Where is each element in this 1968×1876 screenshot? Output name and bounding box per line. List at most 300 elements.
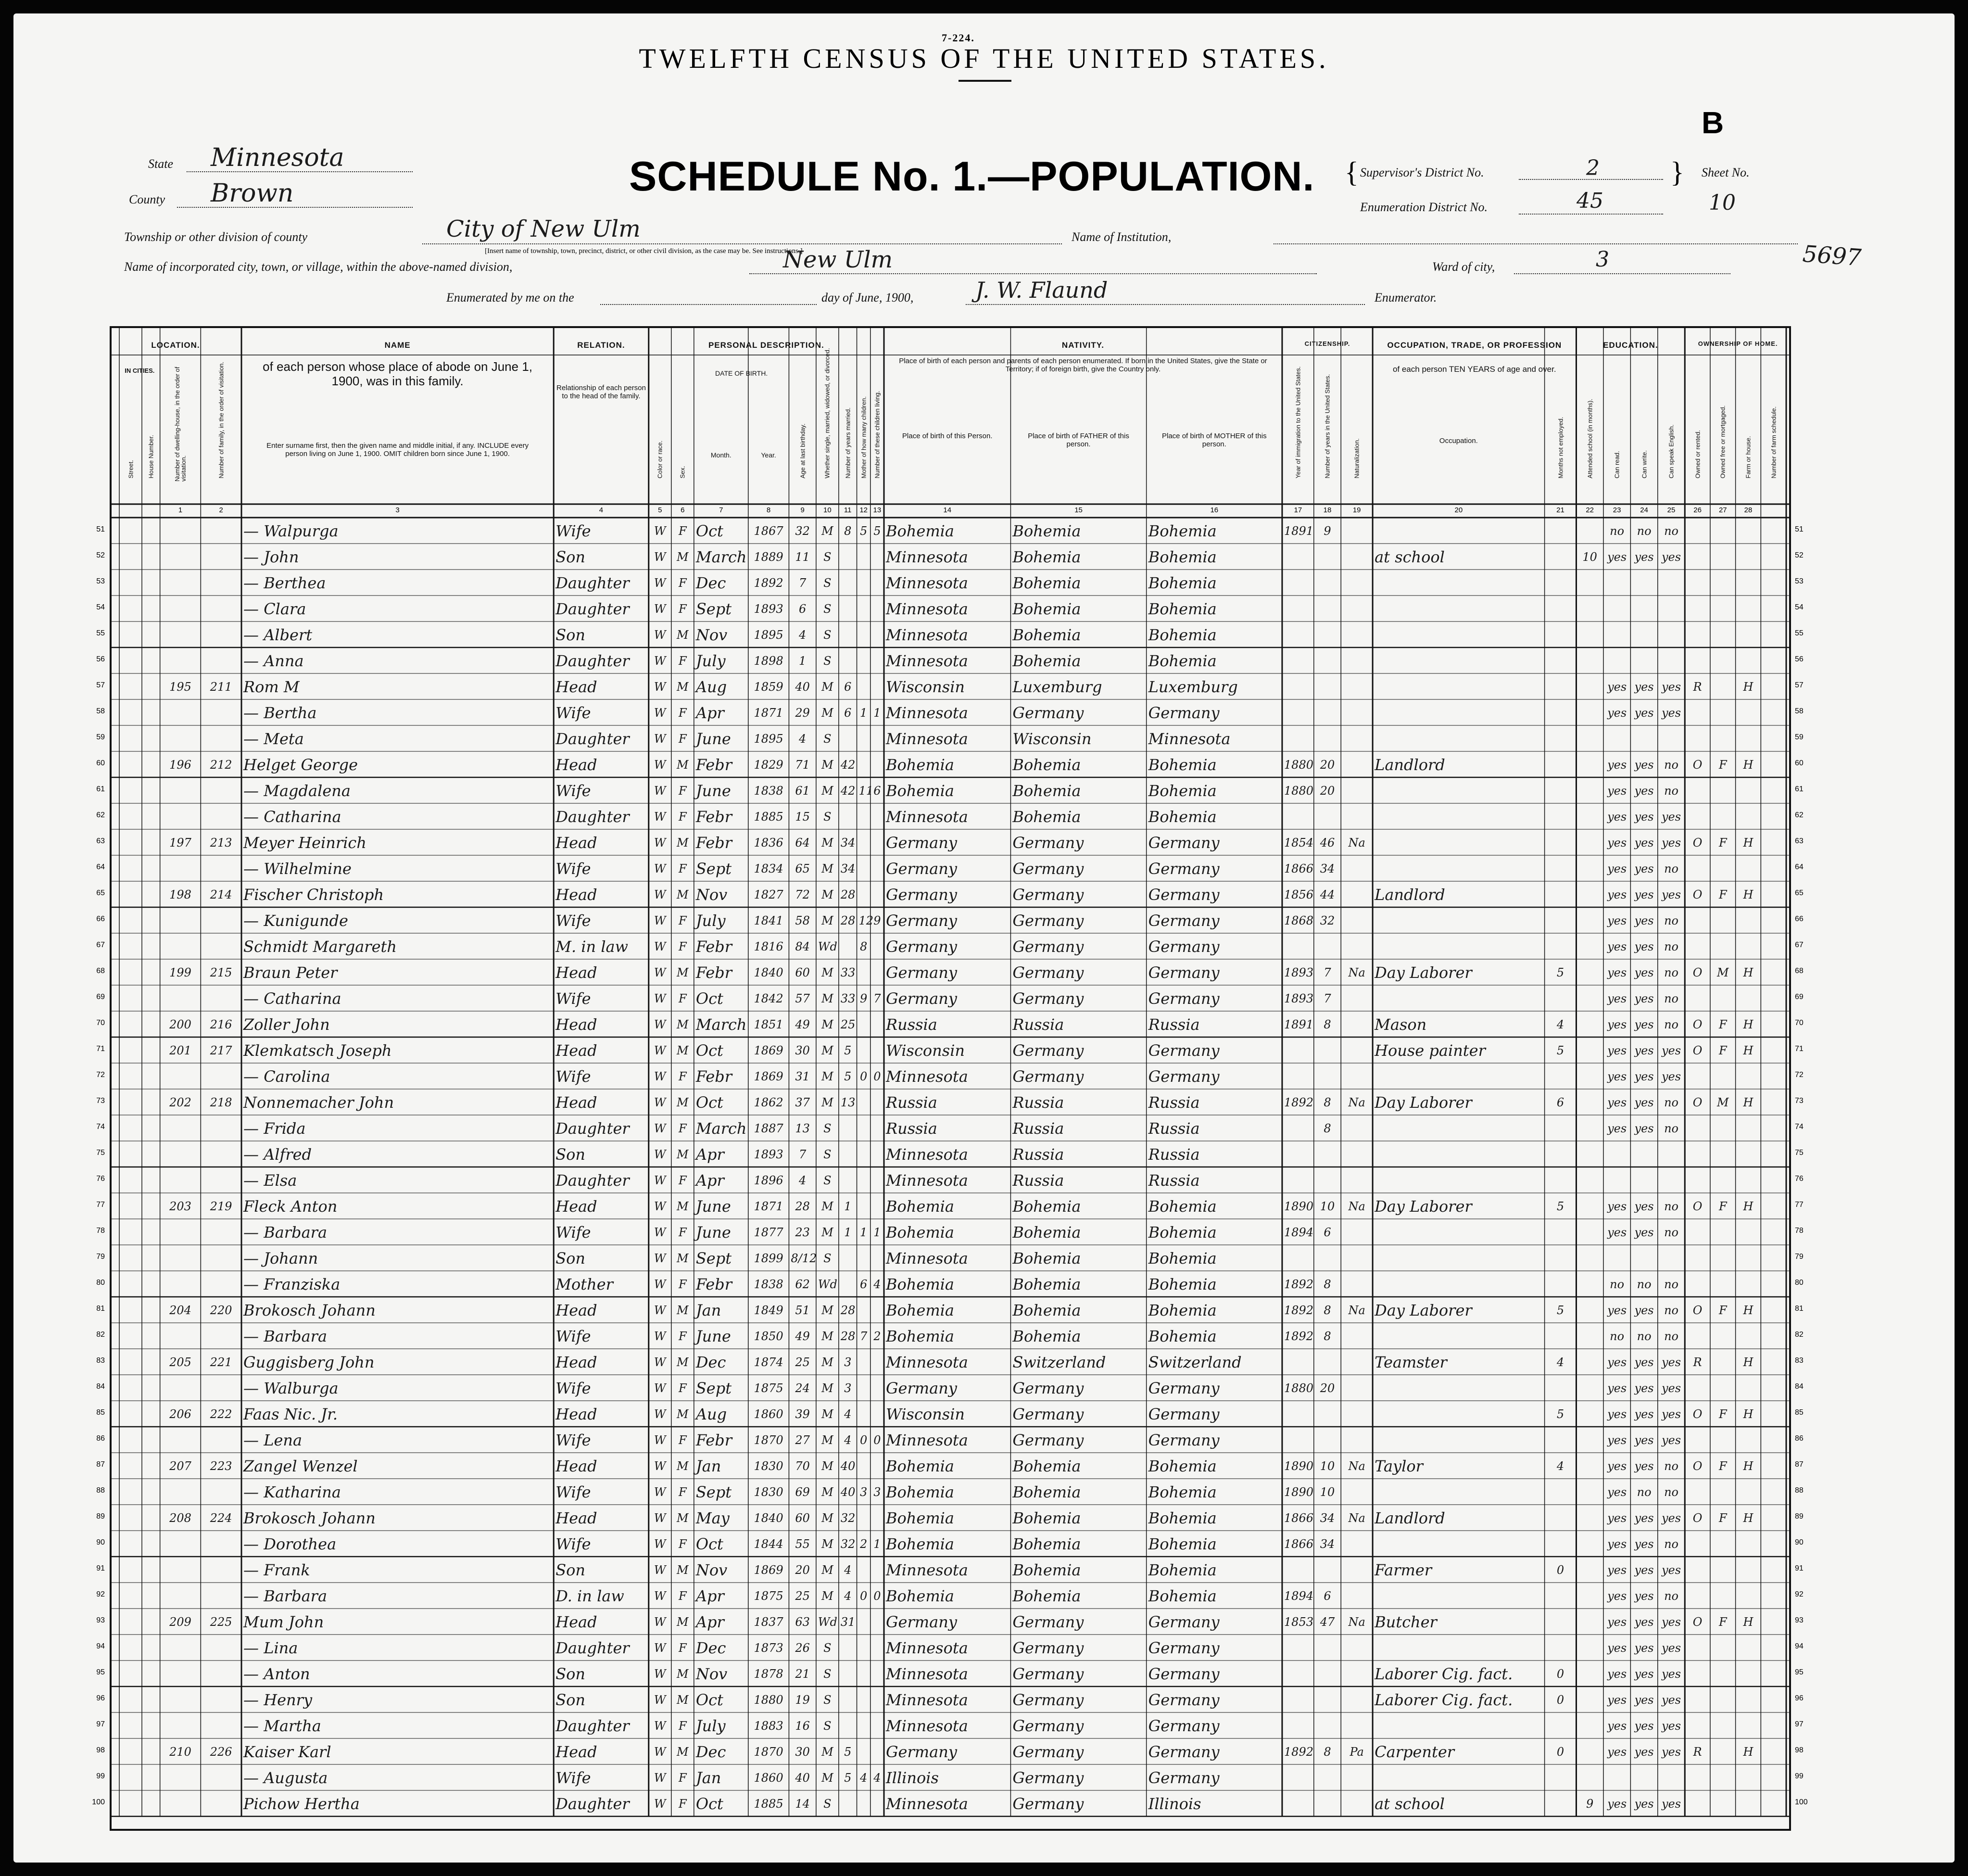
cell-month: Apr — [695, 1171, 724, 1190]
line-number-right: 85 — [1795, 1408, 1804, 1417]
line-number: 94 — [96, 1642, 105, 1650]
cell-marital: M — [821, 1745, 833, 1759]
cell-can-read: yes — [1607, 550, 1627, 564]
cell-name: — Martha — [243, 1717, 321, 1735]
cell-relation: Son — [555, 1665, 585, 1683]
cell-occupation: Carpenter — [1375, 1743, 1455, 1761]
line-number-right: 79 — [1795, 1253, 1804, 1261]
cell-marital: Wd — [818, 940, 837, 953]
ward-line — [1514, 273, 1730, 274]
cell-name: — Augusta — [243, 1769, 328, 1787]
cell-age: 4 — [798, 732, 807, 746]
line-number: 90 — [96, 1538, 105, 1546]
cell-children-living: 4 — [873, 1278, 881, 1291]
cell-month: Oct — [695, 1795, 723, 1813]
cell-age: 64 — [795, 836, 810, 849]
cell-can-write: yes — [1634, 758, 1654, 772]
cell-birth-father: Bohemia — [1012, 626, 1081, 644]
left-brace: { — [1345, 156, 1359, 188]
cell-birth-father: Russia — [1012, 1093, 1064, 1112]
cell-birth-person: Bohemia — [885, 1509, 954, 1527]
cell-owned-rented: R — [1693, 680, 1702, 694]
cell-sex: F — [678, 732, 687, 746]
cell-birth-person: Bohemia — [885, 1197, 954, 1216]
cell-can-read: no — [1610, 1278, 1625, 1291]
cell-sex: M — [677, 1615, 689, 1629]
cell-birth-person: Bohemia — [885, 1535, 954, 1553]
enumerated-prefix: Enumerated by me on the — [446, 291, 574, 304]
line-number-right: 61 — [1795, 785, 1804, 793]
cell-month: Nov — [695, 1561, 728, 1579]
cell-occupation: Day Laborer — [1375, 963, 1472, 982]
cell-birth-father: Bohemia — [1012, 808, 1081, 826]
cell-sex: M — [677, 1018, 689, 1031]
cell-can-write: yes — [1634, 1537, 1654, 1551]
cell-sex: F — [678, 654, 687, 668]
line-number-right: 65 — [1795, 889, 1804, 897]
cell-birth-father: Bohemia — [1012, 652, 1081, 670]
cell-month: Oct — [695, 522, 723, 540]
cell-sex: F — [678, 1797, 687, 1811]
cell-relation: Head — [555, 1015, 597, 1034]
cell-can-write: yes — [1634, 1719, 1654, 1733]
cell-birth-person: Bohemia — [885, 782, 954, 800]
cell-immigration: 1856 — [1284, 888, 1313, 901]
cell-name: — Lena — [243, 1431, 303, 1449]
cell-mother-of: 5 — [860, 524, 868, 538]
cell-birth-father: Bohemia — [1012, 1223, 1081, 1242]
cell-birth-person: Minnesota — [885, 574, 968, 592]
cell-marital: M — [821, 862, 833, 875]
cell-sex: F — [678, 1719, 687, 1733]
cell-months-unemployed: 0 — [1556, 1693, 1564, 1707]
cell-birth-person: Minnesota — [885, 1171, 968, 1190]
line-number: 58 — [96, 707, 105, 715]
cell-name: — Clara — [243, 600, 306, 618]
cell-birth-person: Minnesota — [885, 1795, 968, 1813]
cell-year: 1871 — [754, 706, 783, 720]
cell-months-unemployed: 0 — [1556, 1667, 1564, 1681]
cell-dwelling: 210 — [169, 1745, 191, 1759]
cell-can-write: yes — [1634, 1615, 1654, 1629]
cell-year: 1893 — [754, 1148, 783, 1161]
cell-years-married: 5 — [844, 1070, 852, 1083]
cell-color: W — [654, 992, 666, 1005]
cell-birth-mother: Bohemia — [1148, 1275, 1217, 1293]
institution-line — [1274, 243, 1798, 244]
cell-can-write: yes — [1634, 1304, 1654, 1317]
cell-can-speak: no — [1664, 1096, 1678, 1109]
cell-marital: M — [821, 784, 833, 798]
cell-year: 1895 — [754, 732, 783, 746]
cell-can-write: yes — [1634, 1511, 1654, 1525]
cell-occupation: Teamster — [1375, 1353, 1447, 1371]
cell-can-speak: yes — [1661, 1719, 1681, 1733]
cell-age: 57 — [795, 992, 810, 1005]
cell-sex: F — [678, 1589, 687, 1603]
line-number-right: 82 — [1795, 1331, 1804, 1339]
cell-birth-person: Minnesota — [885, 1067, 968, 1086]
cell-color: W — [654, 602, 666, 616]
cell-name: — Walpurga — [243, 522, 339, 540]
cell-birth-person: Minnesota — [885, 704, 968, 722]
cell-month: Nov — [695, 626, 728, 644]
cell-relation: Head — [555, 678, 597, 696]
cell-month: Febr — [695, 1067, 732, 1086]
cell-years-us: 7 — [1324, 966, 1331, 979]
cell-age: 69 — [795, 1485, 810, 1499]
cell-farm-house: H — [1743, 1356, 1754, 1369]
cell-birth-person: Minnesota — [885, 1665, 968, 1683]
header-children-living: Number of these children living. — [873, 391, 881, 479]
cell-sex: M — [677, 1563, 689, 1577]
cell-can-speak: no — [1664, 1018, 1678, 1031]
cell-owned-rented: R — [1693, 1356, 1702, 1369]
cell-birth-father: Bohemia — [1012, 782, 1081, 800]
cell-owned-rented: O — [1692, 1044, 1703, 1057]
cell-farm-house: H — [1743, 1096, 1754, 1109]
group-occupation: OCCUPATION, TRADE, OR PROFESSION — [1387, 341, 1562, 350]
cell-dwelling: 200 — [169, 1018, 191, 1031]
cell-name: Zoller John — [243, 1015, 330, 1034]
cell-age: 21 — [795, 1667, 810, 1681]
cell-age: 71 — [795, 758, 810, 772]
cell-owned-rented: O — [1692, 1200, 1703, 1213]
cell-farm-house: H — [1743, 1304, 1754, 1317]
cell-can-speak: no — [1664, 1226, 1678, 1239]
cell-month: Oct — [695, 1535, 723, 1553]
cell-age: 58 — [795, 914, 810, 927]
line-number-right: 92 — [1795, 1590, 1804, 1598]
cell-can-speak: yes — [1661, 810, 1681, 824]
cell-family: 223 — [210, 1459, 232, 1473]
cell-years-us: 34 — [1320, 1537, 1335, 1551]
cell-birth-person: Russia — [885, 1015, 937, 1034]
cell-birth-father: Bohemia — [1012, 1509, 1081, 1527]
cell-can-read: yes — [1607, 1667, 1627, 1681]
cell-birth-mother: Germany — [1148, 834, 1220, 852]
cell-sex: M — [677, 1407, 689, 1421]
cell-years-us: 8 — [1324, 1018, 1331, 1031]
cell-month: Febr — [695, 1431, 732, 1449]
column-number: 4 — [599, 506, 604, 514]
line-number-right: 76 — [1795, 1175, 1804, 1183]
cell-birth-person: Germany — [885, 989, 957, 1008]
line-number: 59 — [96, 733, 105, 741]
cell-immigration: 1894 — [1284, 1226, 1313, 1239]
cell-birth-mother: Germany — [1148, 1717, 1220, 1735]
cell-children-living: 2 — [873, 1330, 881, 1343]
cell-marital: M — [821, 1511, 833, 1525]
cell-age: 70 — [795, 1459, 810, 1473]
cell-color: W — [654, 1330, 666, 1343]
cell-age: 4 — [798, 1174, 807, 1187]
township-note: [Insert name of township, town, precinct, district, or other civil division, as the case may be. See instructions.] — [485, 247, 803, 255]
cell-relation: M. in law — [555, 938, 629, 956]
cell-color: W — [654, 1641, 666, 1655]
cell-month: Dec — [695, 574, 726, 592]
cell-marital: S — [823, 628, 832, 642]
cell-can-write: no — [1637, 1278, 1652, 1291]
cell-age: 4 — [798, 628, 807, 642]
line-number-right: 89 — [1795, 1512, 1804, 1521]
cell-month: Sept — [695, 1483, 732, 1501]
cell-marital: S — [823, 1174, 832, 1187]
cell-can-read: yes — [1607, 1356, 1627, 1369]
cell-name: Meyer Heinrich — [243, 834, 366, 852]
state-label: State — [148, 157, 173, 171]
cell-immigration: 1892 — [1284, 1745, 1313, 1759]
cell-marital: M — [821, 524, 833, 538]
county-value: Brown — [211, 179, 294, 208]
cell-name: — Wilhelmine — [243, 860, 352, 878]
line-number-right: 67 — [1795, 941, 1804, 949]
cell-month: Oct — [695, 989, 723, 1008]
cell-month: Apr — [695, 1613, 724, 1631]
header-sex: Sex. — [679, 466, 686, 479]
enumerator-line — [966, 304, 1365, 305]
cell-month: March — [695, 1119, 747, 1138]
cell-age: 32 — [795, 524, 810, 538]
cell-birth-father: Germany — [1012, 1691, 1084, 1709]
cell-birth-mother: Switzerland — [1148, 1353, 1242, 1371]
cell-color: W — [654, 836, 666, 849]
line-number: 76 — [96, 1175, 105, 1183]
cell-year: 1896 — [754, 1174, 783, 1187]
cell-month: July — [695, 652, 726, 670]
cell-age: 30 — [795, 1044, 810, 1057]
cell-can-speak: yes — [1661, 1433, 1681, 1447]
line-number: 72 — [96, 1071, 105, 1079]
cell-sex: M — [677, 1511, 689, 1525]
cell-birth-mother: Germany — [1148, 1431, 1220, 1449]
cell-relation: Wife — [555, 1769, 591, 1787]
cell-birth-mother: Germany — [1148, 1613, 1220, 1631]
cell-can-speak: yes — [1661, 1070, 1681, 1083]
cell-birth-father: Bohemia — [1012, 1587, 1081, 1605]
cell-marital: M — [821, 1459, 833, 1473]
cell-relation: Mother — [555, 1275, 613, 1293]
cell-immigration: 1893 — [1284, 966, 1313, 979]
line-number: 88 — [96, 1486, 105, 1495]
cell-birth-mother: Germany — [1148, 1769, 1220, 1787]
cell-name: — Albert — [243, 626, 313, 644]
cell-can-write: yes — [1634, 1382, 1654, 1395]
cell-age: 1 — [798, 654, 807, 668]
cell-age: 30 — [795, 1745, 810, 1759]
column-number: 21 — [1556, 506, 1564, 514]
cell-birth-mother: Bohemia — [1148, 1327, 1217, 1345]
cell-owned-rented: O — [1692, 1511, 1703, 1525]
cell-years-married: 28 — [840, 1304, 856, 1317]
cell-family: 221 — [210, 1356, 232, 1369]
cell-birth-person: Minnesota — [885, 1639, 968, 1657]
line-number-right: 75 — [1795, 1149, 1804, 1157]
header-family: Number of family, in the order of visitation. — [217, 361, 225, 479]
cell-age: 51 — [795, 1304, 810, 1317]
cell-can-write: yes — [1634, 1096, 1654, 1109]
cell-sex: F — [678, 602, 687, 616]
cell-color: W — [654, 1252, 666, 1265]
cell-color: W — [654, 732, 666, 746]
cell-age: 25 — [795, 1589, 810, 1603]
cell-mother-of: 1 — [860, 706, 868, 720]
line-number: 55 — [96, 629, 105, 637]
cell-relation: Head — [555, 1093, 597, 1112]
cell-can-write: yes — [1634, 1200, 1654, 1213]
header-year: Year. — [761, 451, 776, 459]
cell-can-speak: no — [1664, 992, 1678, 1005]
cell-birth-father: Wisconsin — [1012, 730, 1092, 748]
cell-relation: Head — [555, 1197, 597, 1216]
cell-color: W — [654, 940, 666, 953]
cell-owned-rented: O — [1692, 758, 1703, 772]
cell-month: Sept — [695, 1249, 732, 1268]
cell-year: 1877 — [754, 1226, 783, 1239]
cell-naturalization: Na — [1348, 1304, 1365, 1317]
city-value: New Ulm — [783, 246, 893, 273]
line-number-right: 91 — [1795, 1564, 1804, 1572]
cell-month: July — [695, 1717, 726, 1735]
cell-birth-person: Germany — [885, 1613, 957, 1631]
cell-marital: M — [821, 966, 833, 979]
cell-naturalization: Na — [1348, 1096, 1365, 1109]
header-can-read: Can read. — [1613, 451, 1621, 479]
cell-age: 13 — [795, 1122, 810, 1135]
cell-can-read: yes — [1607, 1797, 1627, 1811]
cell-years-us: 8 — [1324, 1122, 1331, 1135]
cell-month: Aug — [695, 678, 727, 696]
cell-occupation: Taylor — [1375, 1457, 1423, 1475]
cell-year: 1830 — [754, 1485, 783, 1499]
cell-free-mortgaged: F — [1718, 758, 1727, 772]
cell-marital: M — [821, 1537, 833, 1551]
line-number: 77 — [96, 1201, 105, 1209]
cell-marital: M — [821, 992, 833, 1005]
cell-age: 61 — [795, 784, 810, 798]
cell-birth-mother: Bohemia — [1148, 626, 1217, 644]
cell-marital: S — [823, 1122, 832, 1135]
cell-month: Dec — [695, 1353, 726, 1371]
cell-year: 1870 — [754, 1433, 783, 1447]
cell-birth-person: Germany — [885, 938, 957, 956]
cell-relation: Head — [555, 1743, 597, 1761]
cell-relation: Daughter — [555, 1171, 630, 1190]
cell-color: W — [654, 706, 666, 720]
cell-farm-house: H — [1743, 1200, 1754, 1213]
cell-sex: F — [678, 706, 687, 720]
cell-birth-mother: Bohemia — [1148, 548, 1217, 566]
cell-age: 20 — [795, 1563, 810, 1577]
column-number: 19 — [1352, 506, 1361, 514]
cell-school: 9 — [1586, 1797, 1594, 1811]
line-number-right: 88 — [1795, 1486, 1804, 1495]
cell-year: 1867 — [754, 524, 783, 538]
cell-can-read: yes — [1607, 1511, 1627, 1525]
cell-year: 1883 — [754, 1719, 783, 1733]
cell-years-us: 8 — [1324, 1304, 1331, 1317]
cell-can-speak: no — [1664, 524, 1678, 538]
cell-can-speak: yes — [1661, 1356, 1681, 1369]
line-number: 78 — [96, 1227, 105, 1235]
cell-years-married: 6 — [844, 706, 852, 720]
cell-year: 1875 — [754, 1382, 783, 1395]
cell-birth-father: Germany — [1012, 860, 1084, 878]
cell-birth-mother: Bohemia — [1148, 522, 1217, 540]
cell-can-write: yes — [1634, 1563, 1654, 1577]
line-number: 87 — [96, 1460, 105, 1469]
cell-relation: Daughter — [555, 1795, 630, 1813]
cell-birth-father: Germany — [1012, 1041, 1084, 1060]
cell-farm-house: H — [1743, 1044, 1754, 1057]
line-number-right: 63 — [1795, 837, 1804, 845]
cell-month: Oct — [695, 1691, 723, 1709]
cell-occupation: Butcher — [1375, 1613, 1437, 1631]
cell-years-us: 7 — [1324, 992, 1331, 1005]
cell-can-read: yes — [1607, 992, 1627, 1005]
cell-birth-person: Germany — [885, 860, 957, 878]
cell-color: W — [654, 1563, 666, 1577]
cell-years-us: 8 — [1324, 1330, 1331, 1343]
cell-year: 1851 — [754, 1018, 783, 1031]
cell-birth-mother: Bohemia — [1148, 574, 1217, 592]
cell-birth-mother: Germany — [1148, 963, 1220, 982]
cell-naturalization: Na — [1348, 1200, 1365, 1213]
cell-can-speak: yes — [1661, 680, 1681, 694]
cell-birth-father: Germany — [1012, 1067, 1084, 1086]
cell-years-us: 10 — [1320, 1200, 1335, 1213]
line-number-right: 80 — [1795, 1279, 1804, 1287]
line-number: 53 — [96, 577, 105, 585]
cell-can-speak: no — [1664, 1459, 1678, 1473]
cell-birth-person: Minnesota — [885, 652, 968, 670]
cell-relation: Wife — [555, 1535, 591, 1553]
cell-owned-rented: O — [1692, 888, 1703, 901]
cell-immigration: 1854 — [1284, 836, 1313, 849]
cell-can-write: yes — [1634, 550, 1654, 564]
cell-farm-house: H — [1743, 1615, 1754, 1629]
census-title: TWELFTH CENSUS OF THE UNITED STATES. — [639, 43, 1329, 74]
column-number: 11 — [844, 506, 852, 514]
line-number-right: 60 — [1795, 759, 1804, 767]
cell-dwelling: 197 — [169, 836, 191, 849]
line-number: 61 — [96, 785, 105, 793]
line-number-right: 73 — [1795, 1097, 1804, 1105]
cell-relation: Wife — [555, 989, 591, 1008]
cell-years-us: 47 — [1320, 1615, 1335, 1629]
cell-birth-father: Bohemia — [1012, 1275, 1081, 1293]
cell-month: Febr — [695, 756, 732, 774]
cell-can-speak: no — [1664, 1200, 1678, 1213]
cell-birth-father: Luxemburg — [1012, 678, 1102, 696]
cell-owned-rented: O — [1692, 1407, 1703, 1421]
group-relation: RELATION. — [577, 341, 625, 350]
cell-marital: Wd — [818, 1615, 837, 1629]
cell-age: 14 — [795, 1797, 810, 1811]
cell-years-married: 1 — [844, 1200, 852, 1213]
cell-name: — Katharina — [243, 1483, 341, 1501]
cell-immigration: 1880 — [1284, 1382, 1313, 1395]
cell-school: 10 — [1582, 550, 1597, 564]
cell-family: 220 — [210, 1304, 232, 1317]
cell-relation: Head — [555, 1509, 597, 1527]
cell-age: 27 — [795, 1433, 810, 1447]
cell-name: Faas Nic. Jr. — [243, 1405, 338, 1423]
cell-month: June — [695, 1327, 731, 1345]
cell-age: 7 — [798, 1148, 807, 1161]
cell-color: W — [654, 1174, 666, 1187]
cell-can-write: yes — [1634, 862, 1654, 875]
